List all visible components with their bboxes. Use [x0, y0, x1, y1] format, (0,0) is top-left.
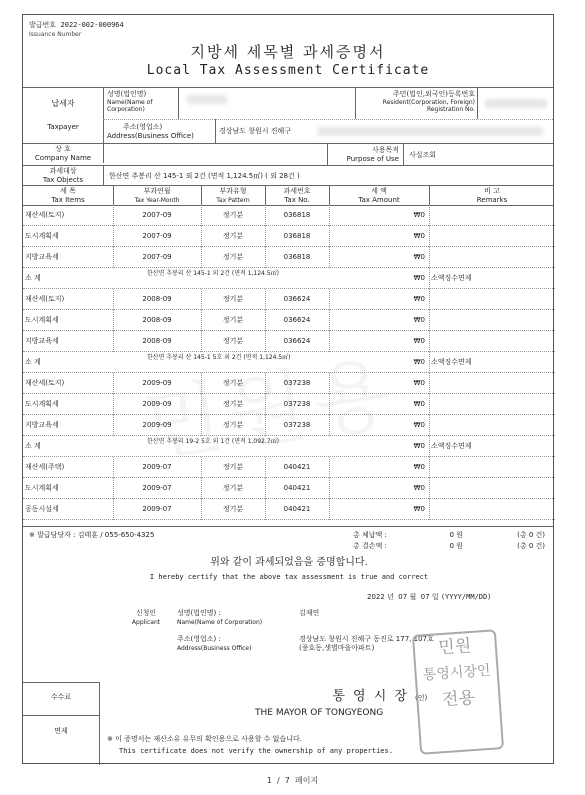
rrn-redacted	[485, 99, 547, 108]
cell-ym: 2008-09	[142, 295, 172, 303]
cell-ym: 2008-09	[142, 316, 172, 324]
fee-exempt: 면제	[54, 727, 68, 735]
total-paid-count: (총 0 건)	[517, 531, 545, 539]
cell-no: 036818	[283, 253, 311, 261]
cell-amount: ₩0	[413, 358, 425, 366]
table-row	[23, 499, 555, 519]
cell-item: 재산세(주택)	[25, 463, 65, 471]
cell-item: 도시계획세	[25, 316, 59, 324]
certify-korean: 위와 같이 과세되었음을 증명합니다.	[210, 557, 368, 568]
column-header-5: 비 고 Remarks	[476, 187, 508, 204]
certify-english: I hereby certify that the above tax assessment is true and correct	[149, 573, 429, 581]
cell-remark: 소액징수면제	[431, 274, 472, 282]
issuer-contact: ※ 발급담당자 : 김태훈 / 055-650-4325	[29, 531, 155, 539]
cell-detail: 한산면 추봉리 19-2 5호 외 1건 (면적 1,092.7㎡)	[147, 438, 279, 445]
official-stamp: 민원 통영시장인 전용	[412, 629, 504, 755]
cell-item: 도시계획세	[25, 400, 59, 408]
table-row	[23, 247, 555, 267]
cell-no: 037238	[283, 421, 311, 429]
cell-pattern: 정기분	[222, 211, 244, 219]
cell-item: 도시계획세	[25, 232, 59, 240]
cell-no: 040421	[283, 484, 311, 492]
purpose-label: 사용목적 Purpose of Use	[346, 146, 399, 163]
cell-no: 037238	[283, 379, 311, 387]
cell-pattern: 정기분	[222, 253, 244, 261]
cell-no: 040421	[283, 505, 311, 513]
mayor-korean: 통 영 시 장	[332, 689, 409, 704]
cell-remark: 소액징수면제	[431, 358, 472, 366]
cell-amount: ₩0	[413, 274, 425, 282]
notice-english: This certificate does not verify the ownership of any properties.	[119, 747, 393, 755]
table-row	[23, 373, 555, 393]
cell-ym: 2009-09	[142, 400, 172, 408]
cell-amount: ₩0	[413, 232, 425, 240]
cell-item: 소 계	[25, 442, 41, 450]
notice-korean: ※ 이 증명서는 재산소유 유무의 확인용으로 사용할 수 없습니다.	[107, 735, 302, 743]
mayor-english: THE MAYOR OF TONGYEONG	[255, 708, 384, 718]
cell-detail: 한산면 추봉리 산 145-1 5호 외 2건 (면적 1,124.5㎡)	[147, 354, 291, 361]
cell-no: 036624	[283, 337, 311, 345]
cell-no: 036624	[283, 295, 311, 303]
table-row	[23, 478, 555, 498]
cell-item: 도시계획세	[25, 484, 59, 492]
column-header-3: 과세번호 Tax No.	[283, 187, 311, 204]
column-header-1: 부과연월 Tax Year-Month	[134, 187, 180, 204]
cell-ym: 2009-09	[142, 379, 172, 387]
cell-item: 소 계	[25, 274, 41, 282]
certificate-page	[22, 14, 554, 764]
cell-amount: ₩0	[413, 463, 425, 471]
cell-item: 재산세(토지)	[25, 211, 65, 219]
company-label: 상 호 Company Name	[34, 145, 92, 162]
total-paid-value: 0 원	[449, 531, 463, 539]
cell-item: 재산세(토지)	[25, 379, 65, 387]
cell-amount: ₩0	[413, 442, 425, 450]
applicant-label: 신청인 Applicant	[131, 609, 161, 626]
issue-date: 2022 년 07 월 07 일 (YYYY/MM/DD)	[367, 593, 492, 601]
cell-pattern: 정기분	[222, 505, 244, 513]
applicant-address-label: 주소(영업소) : Address(Business Office)	[177, 635, 252, 652]
column-header-2: 부과유형 Tax Pattern	[216, 187, 250, 204]
cell-amount: ₩0	[413, 484, 425, 492]
cell-no: 036624	[283, 316, 311, 324]
issuance-number: 발급번호 2022-002-000964 Issuance Number	[29, 21, 124, 38]
cell-amount: ₩0	[413, 295, 425, 303]
cell-amount: ₩0	[413, 421, 425, 429]
cell-ym: 2007-09	[142, 211, 172, 219]
cell-detail: 한산면 추봉리 산 145-1 외 2건 (면적 1,124.5㎡)	[147, 270, 279, 277]
applicant-address-value: 경상남도 창원시 진해구 동진로 177, 107호 (풍호동,샛별마을아파트)	[299, 635, 434, 652]
cell-pattern: 정기분	[222, 400, 244, 408]
table-row	[23, 415, 555, 435]
cell-ym: 2007-09	[142, 253, 172, 261]
subtotal-row	[23, 436, 555, 456]
taxpayer-label: 납세자	[51, 99, 75, 108]
cell-item: 지방교육세	[25, 421, 59, 429]
column-header-4: 세 액 Tax Amount	[358, 187, 400, 204]
cell-no: 036818	[283, 232, 311, 240]
cell-amount: ₩0	[413, 337, 425, 345]
address-label: 주소(영업소) Address(Business Office)	[107, 123, 194, 140]
page-indicator: 1 / 7 페이지	[266, 776, 319, 785]
cell-item: 공동시설세	[25, 505, 59, 513]
table-row	[23, 457, 555, 477]
total-loss-value: 0 원	[449, 542, 463, 550]
table-row	[23, 394, 555, 414]
seal-mark: (인)	[415, 694, 428, 702]
cell-ym: 2009-07	[142, 505, 172, 513]
cell-ym: 2007-09	[142, 232, 172, 240]
cell-item: 지방교육세	[25, 253, 59, 261]
table-row	[23, 331, 555, 351]
subtotal-row	[23, 268, 555, 288]
title-english: Local Tax Assessment Certificate	[146, 63, 430, 78]
address-redacted	[318, 127, 543, 136]
cell-ym: 2009-07	[142, 484, 172, 492]
table-row	[23, 289, 555, 309]
cell-item: 재산세(토지)	[25, 295, 65, 303]
cell-remark: 소액징수면제	[431, 442, 472, 450]
objects-value: 한산면 추봉리 산 145-1 외 2건 (면적 1,124.5㎡) ( 외 28건 )	[109, 172, 300, 180]
total-paid-label: 총 체납액 :	[353, 531, 387, 539]
cell-ym: 2009-09	[142, 421, 172, 429]
title-korean: 지방세 세목별 과세증명서	[190, 43, 386, 61]
cell-pattern: 정기분	[222, 337, 244, 345]
table-row	[23, 310, 555, 330]
cell-amount: ₩0	[413, 316, 425, 324]
table-row	[23, 205, 555, 225]
total-loss-count: (총 0 건)	[517, 542, 545, 550]
cell-item: 지방교육세	[25, 337, 59, 345]
taxpayer-label-en: Taxpayer	[47, 123, 79, 131]
cell-pattern: 정기분	[222, 232, 244, 240]
applicant-name-label: 성명(법인명) : Name(Name of Corporation)	[177, 609, 263, 626]
cell-amount: ₩0	[413, 379, 425, 387]
purpose-value: 사실조회	[409, 151, 437, 159]
address-value: 경상남도 창원시 진해구	[219, 127, 292, 135]
cell-pattern: 정기분	[222, 463, 244, 471]
cell-pattern: 정기분	[222, 295, 244, 303]
cell-amount: ₩0	[413, 253, 425, 261]
cell-no: 036818	[283, 211, 311, 219]
table-row	[23, 226, 555, 246]
cell-pattern: 정기분	[222, 379, 244, 387]
cell-no: 037238	[283, 400, 311, 408]
fee-label: 수수료	[50, 693, 72, 701]
cell-amount: ₩0	[413, 211, 425, 219]
rrn-label: 주민(법인,외국인)등록번호 Resident(Corporation, Foreign) Registration No.	[382, 90, 475, 113]
cell-amount: ₩0	[413, 505, 425, 513]
column-header-0: 세 목 Tax Items	[51, 187, 85, 204]
cell-pattern: 정기분	[222, 484, 244, 492]
cell-ym: 2008-09	[142, 337, 172, 345]
total-loss-label: 총 결손액 :	[353, 542, 387, 550]
cell-pattern: 정기분	[222, 316, 244, 324]
objects-label: 과세대상 Tax Objects	[42, 167, 84, 184]
cell-no: 040421	[283, 463, 311, 471]
subtotal-row	[23, 352, 555, 372]
cell-amount: ₩0	[413, 400, 425, 408]
applicant-name-value: 김재연	[299, 609, 320, 617]
cell-pattern: 정기분	[222, 421, 244, 429]
name-redacted	[187, 95, 227, 104]
name-label: 성명(법인명) Name(Name of Corporation)	[107, 90, 153, 113]
cell-item: 소 계	[25, 358, 41, 366]
cell-ym: 2009-07	[142, 463, 172, 471]
